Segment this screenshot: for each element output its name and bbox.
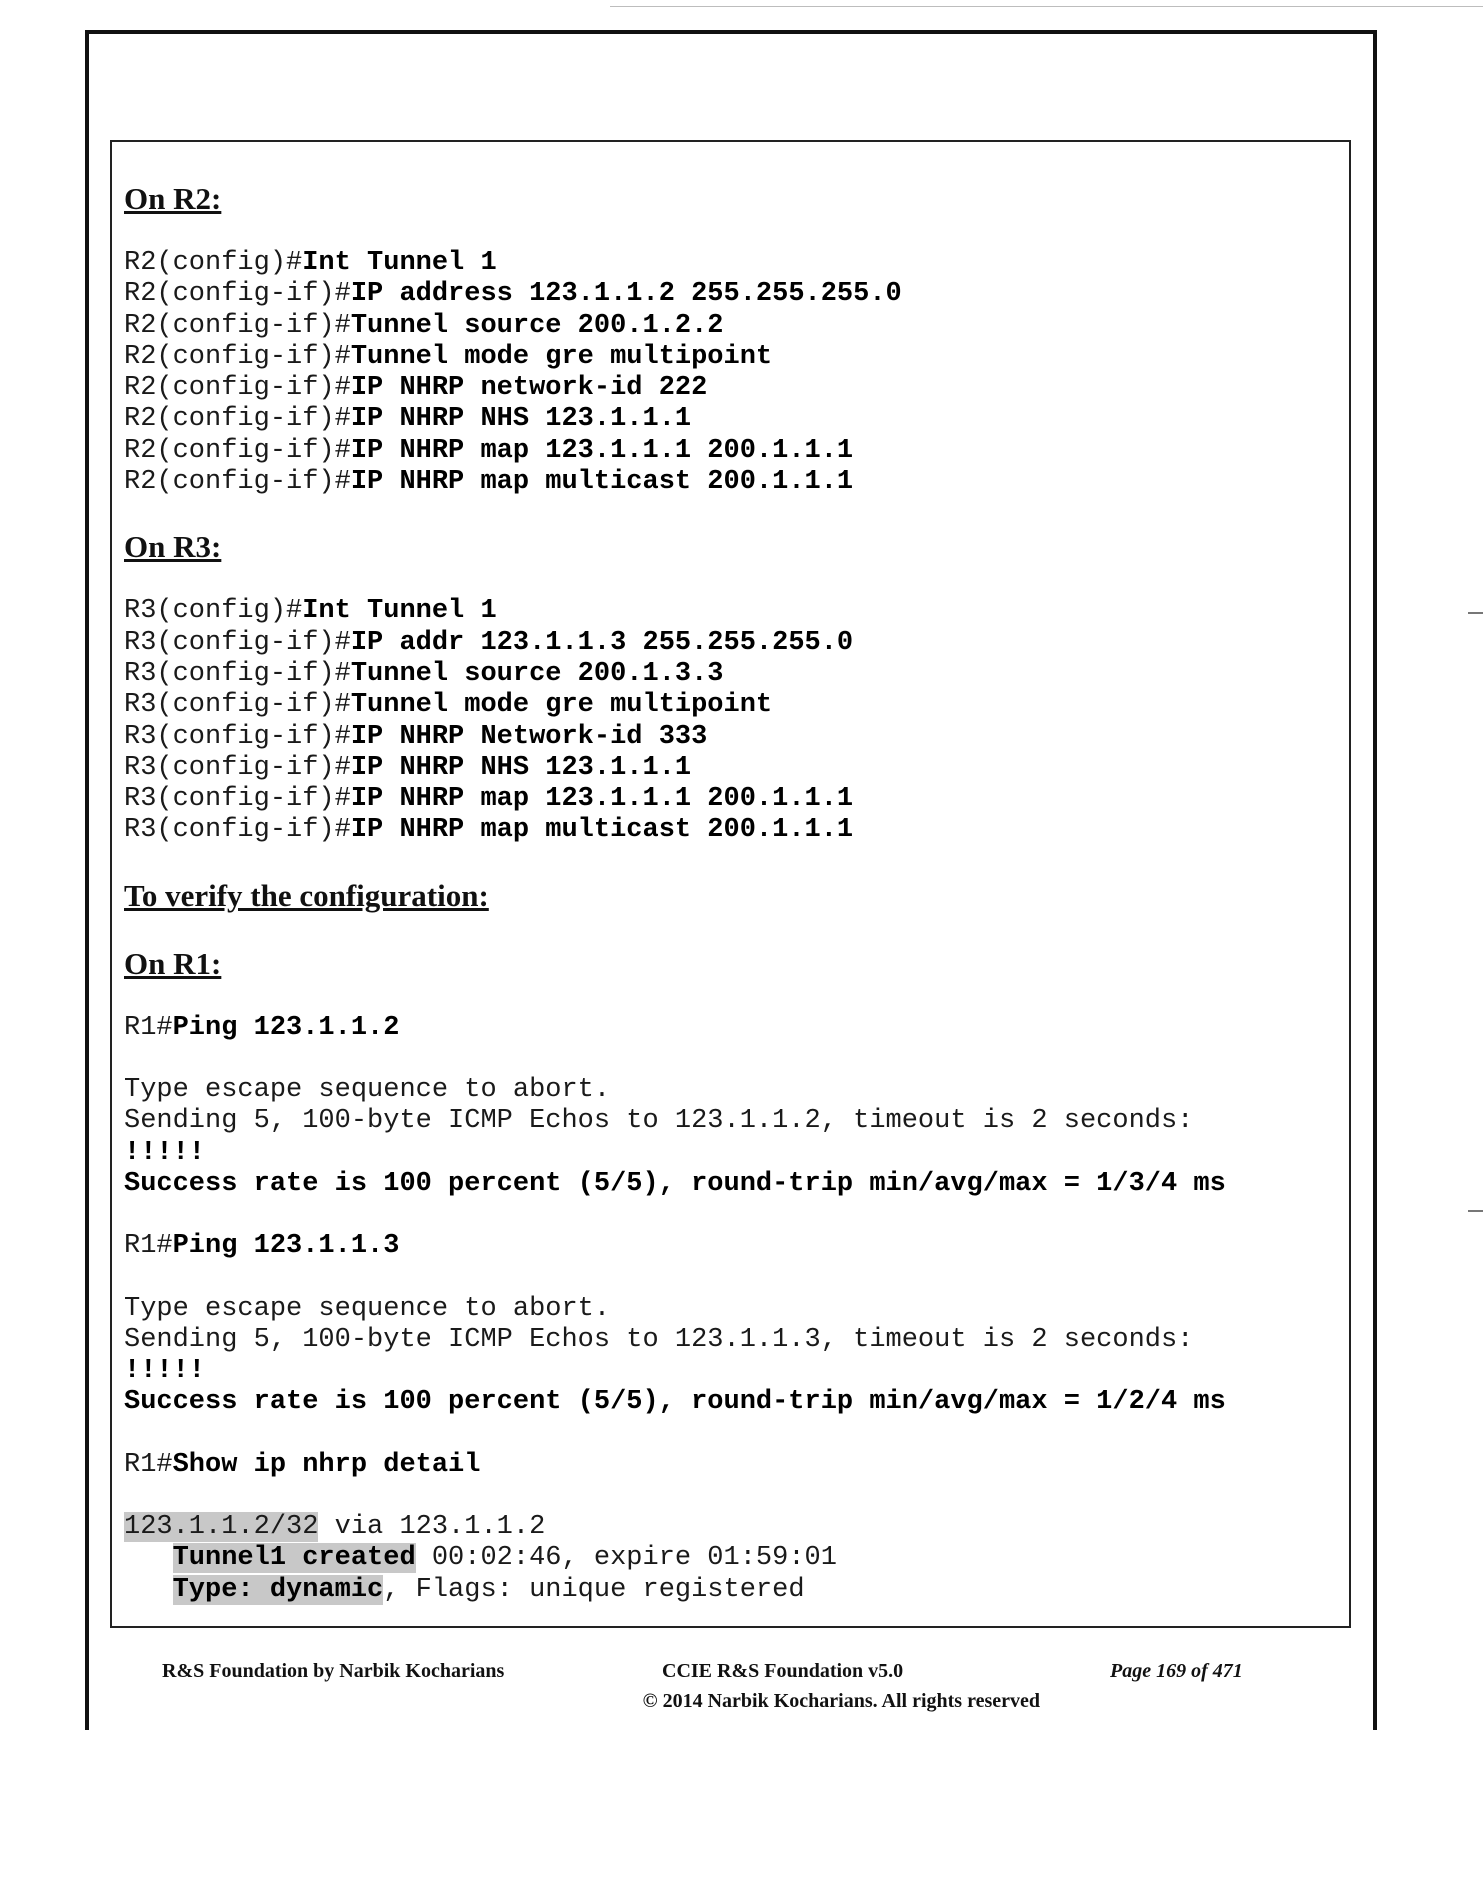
code-line: R3(config)#Int Tunnel 1 [124, 596, 497, 627]
code-line: R2(config-if)#Tunnel mode gre multipoint [124, 341, 773, 372]
code-line: R2(config-if)#IP NHRP NHS 123.1.1.1 [124, 404, 692, 435]
code-line: Type escape sequence to abort. [124, 1293, 611, 1324]
code-line: R2(config-if)#IP NHRP map 123.1.1.1 200.1.1.1 [124, 435, 854, 466]
code-line: !!!!! [124, 1137, 206, 1168]
code-line: R2(config)#Int Tunnel 1 [124, 248, 497, 278]
code-line: R3(config-if)#IP NHRP map 123.1.1.1 200.1.1.1 [124, 784, 854, 815]
verify-heading: To verify the configuration: [124, 877, 489, 913]
highlighted-text: Type: dynamic [172, 1574, 384, 1605]
code-line: R1#Ping 123.1.1.2 [124, 1012, 400, 1043]
footer-copyright: © 2014 Narbik Kocharians. All rights reserved [642, 1690, 1040, 1712]
ping-block-1 [124, 1013, 1339, 1200]
code-line: Tunnel1 created 00:02:46, expire 01:59:01 [172, 1543, 837, 1574]
code-line: Success rate is 100 percent (5/5), round-trip min/avg/max = 1/3/4 ms [124, 1168, 1226, 1199]
r2-config-block [124, 248, 1339, 498]
code-line: Sending 5, 100-byte ICMP Echos to 123.1.1.3, timeout is 2 seconds: [124, 1324, 1194, 1355]
code-line: 123.1.1.2/32 via 123.1.1.2 [124, 1512, 546, 1543]
code-line: R1#Ping 123.1.1.3 [124, 1231, 400, 1262]
nhrp-block [124, 1450, 1339, 1606]
code-line: R3(config-if)#IP NHRP NHS 123.1.1.1 [124, 752, 692, 783]
section-heading-r3: On R3: [124, 529, 222, 565]
scan-edge-mark [1468, 612, 1483, 614]
code-line: !!!!! [124, 1356, 206, 1387]
highlighted-text: Tunnel1 created [172, 1543, 416, 1574]
code-line: Success rate is 100 percent (5/5), round-trip min/avg/max = 1/2/4 ms [124, 1387, 1226, 1418]
r3-config-block [124, 596, 1339, 846]
scan-edge-mark [1468, 1210, 1483, 1212]
code-line: R3(config-if)#IP NHRP Network-id 333 [124, 721, 708, 752]
footer-author: R&S Foundation by Narbik Kocharians [162, 1660, 505, 1682]
scan-edge-line [610, 6, 1483, 7]
section-heading-r2: On R2: [124, 181, 222, 216]
page-number: Page 169 of 471 [1110, 1660, 1243, 1682]
code-line: R3(config-if)#Tunnel source 200.1.3.3 [124, 658, 724, 689]
footer-title: CCIE R&S Foundation v5.0 [662, 1660, 904, 1682]
ping-block-2 [124, 1231, 1339, 1418]
code-line: R3(config-if)#IP NHRP map multicast 200.1.1.1 [124, 815, 854, 846]
code-line: R1#Show ip nhrp detail [124, 1449, 481, 1480]
code-line: R3(config-if)#IP addr 123.1.1.3 255.255.255.0 [124, 627, 854, 658]
code-line: Sending 5, 100-byte ICMP Echos to 123.1.1.2, timeout is 2 seconds: [124, 1106, 1194, 1137]
code-line: R2(config-if)#IP NHRP network-id 222 [124, 373, 708, 404]
code-line: R2(config-if)#IP NHRP map multicast 200.1.1.1 [124, 467, 854, 498]
content-box [110, 140, 1351, 1628]
code-line: R3(config-if)#Tunnel mode gre multipoint [124, 690, 773, 721]
section-heading-r1: On R1: [124, 945, 222, 981]
code-line: R2(config-if)#IP address 123.1.1.2 255.255.255.0 [124, 279, 902, 310]
highlighted-text: 123.1.1.2/32 [124, 1512, 319, 1543]
code-line: R2(config-if)#Tunnel source 200.1.2.2 [124, 310, 724, 341]
content-inner [124, 180, 1339, 1606]
code-line: Type escape sequence to abort. [124, 1075, 611, 1106]
code-line: Type: dynamic, Flags: unique registered [172, 1574, 805, 1605]
